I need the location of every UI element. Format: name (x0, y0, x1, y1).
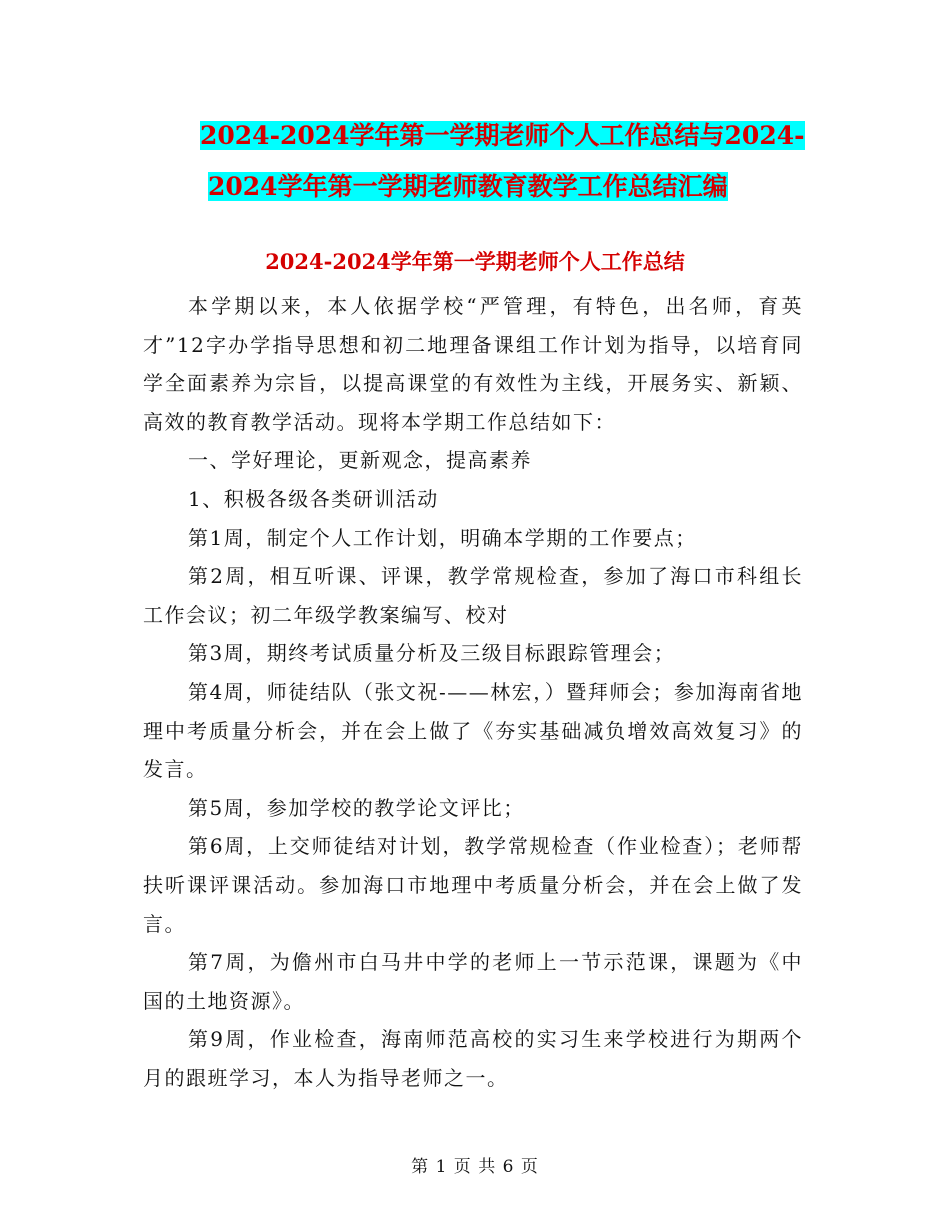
paragraph-week-5: 第5周，参加学校的教学论文评比； (188, 795, 525, 820)
document-title-line-1: 2024-2024学年第一学期老师个人工作总结与2024- (200, 121, 805, 150)
document-body (143, 287, 803, 1097)
paragraph-week-3: 第3周，期终考试质量分析及三级目标跟踪管理会； (188, 641, 676, 666)
paragraph-intro: 本学期以来，本人依据学校“严管理，有特色，出名师，育英才”12字办学指导思想和初二地理备课组工作计划为指导，以培育同学全面素养为宗旨，以提高课堂的有效性为主线，开展务实、新颖、高效的教育教学活动。现将本学期工作总结如下： (143, 294, 803, 434)
paragraph-week-9: 第9周，作业检查，海南师范高校的实习生来学校进行为期两个月的跟班学习，本人为指导老师之一。 (143, 1027, 803, 1090)
heading-1: 一、学好理论，更新观念，提高素养 (188, 448, 532, 473)
paragraph-week-1: 第1周，制定个人工作计划，明确本学期的工作要点； (188, 525, 697, 550)
page-number-footer: 第 1 页 共 6 页 (411, 1157, 539, 1177)
paragraph-week-7: 第7周，为儋州市白马井中学的老师上一节示范课，课题为《中国的土地资源》。 (143, 950, 803, 1013)
section-title: 2024-2024学年第一学期老师个人工作总结 (265, 249, 685, 274)
document-title-line-2: 2024学年第一学期老师教育教学工作总结汇编 (208, 172, 728, 201)
paragraph-week-6: 第6周，上交师徒结对计划，教学常规检查（作业检查）；老师帮扶听课评课活动。参加海口市地理中考质量分析会，并在会上做了发言。 (143, 834, 803, 936)
subheading-1-1: 1、积极各级各类研训活动 (188, 486, 439, 511)
paragraph-week-2: 第2周，相互听课、评课，教学常规检查，参加了海口市科组长工作会议；初二年级学教案编写、校对 (143, 564, 803, 627)
paragraph-week-4: 第4周，师徒结队（张文祝-——林宏，）暨拜师会；参加海南省地理中考质量分析会，并在会上做了《夯实基础减负增效高效复习》的发言。 (143, 679, 803, 782)
